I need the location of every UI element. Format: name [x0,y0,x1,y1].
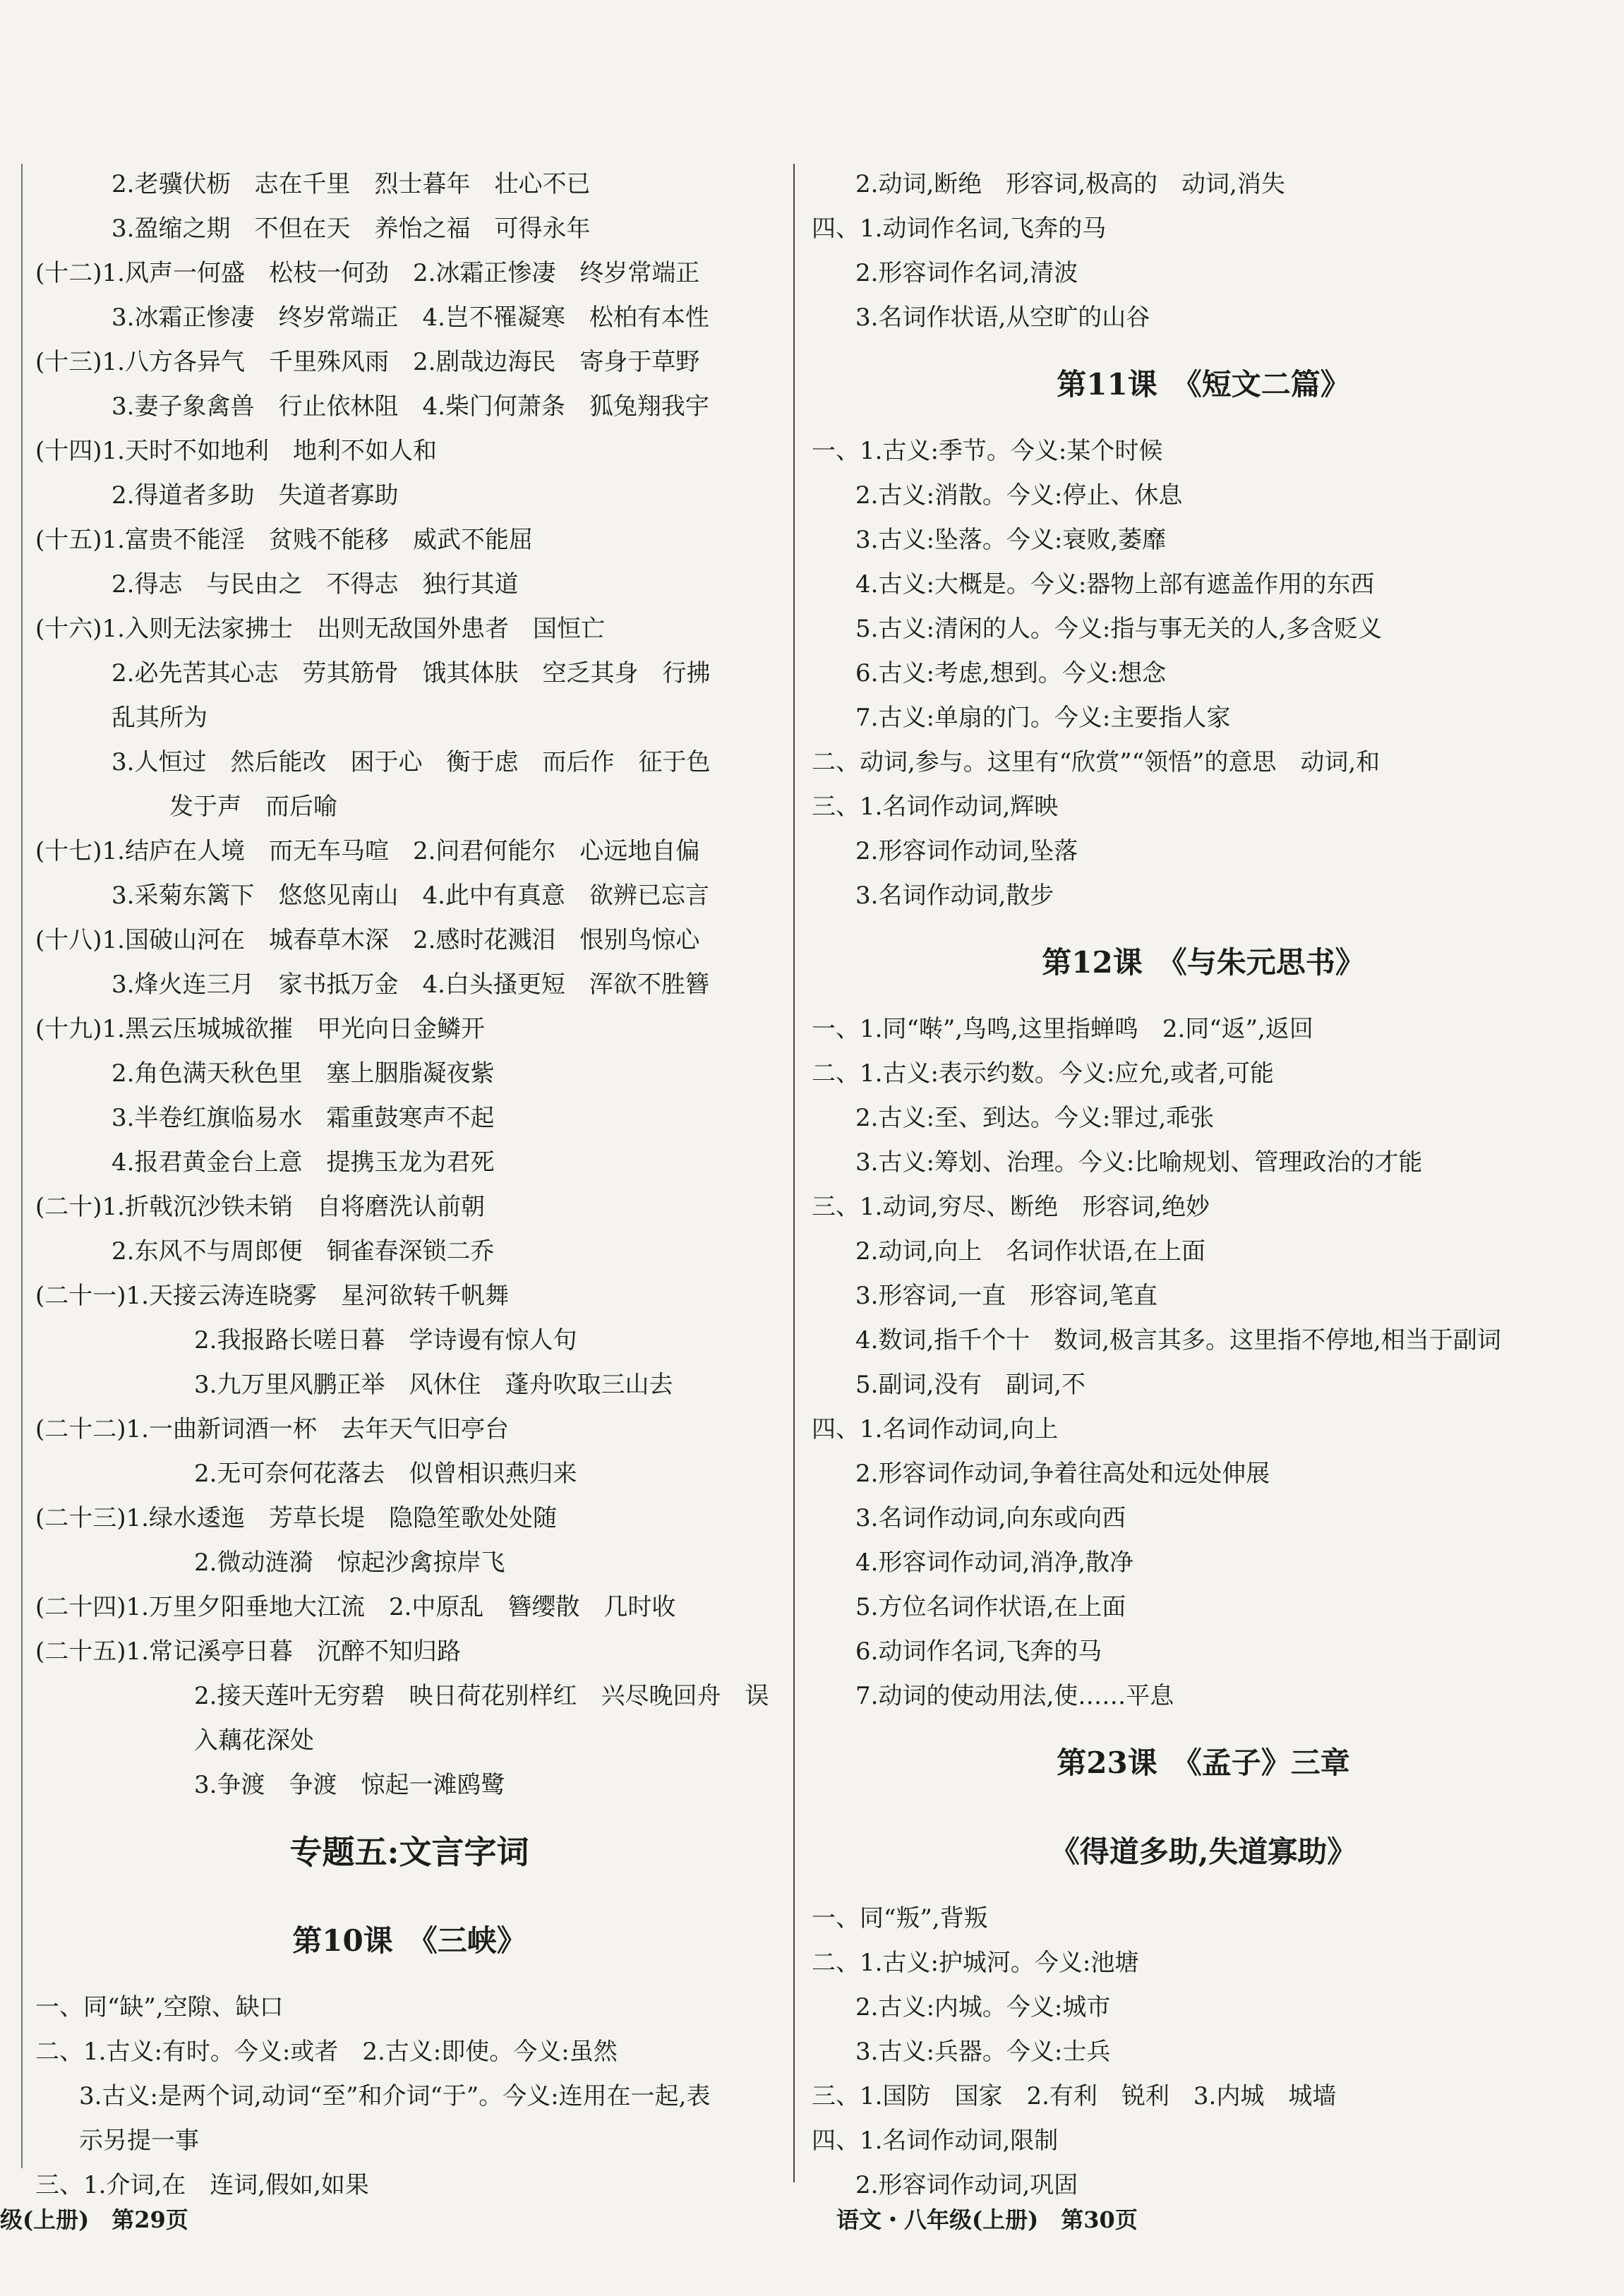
answer-line: 7.动词的使动用法,使……平息 [855,1682,1174,1710]
answer-line: 5.方位名词作状语,在上面 [855,1593,1126,1621]
right-column [812,162,1595,2208]
answer-line: 3.采菊东篱下 悠悠见南山 4.此中有真意 欲辨已忘言 [112,882,709,910]
left-edge-rule [21,164,23,2168]
answer-line: 3.名词作动词,向东或向西 [855,1504,1126,1532]
answer-line: 2.微动涟漪 惊起沙禽掠岸飞 [194,1549,505,1577]
answer-line: 三、1.动词,穷尽、断绝 形容词,绝妙 [812,1193,1210,1221]
answer-line: (二十三)1.绿水逶迤 芳草长堤 隐隐笙歌处处随 [35,1504,557,1532]
answer-line: 2.古义:内城。今义:城市 [855,1993,1111,2021]
answer-line: 2.古义:消散。今义:停止、休息 [855,481,1183,510]
section-heading: 第10课 《三峡》 [292,1923,527,1958]
answer-line: 一、同“叛”,背叛 [812,1904,988,1933]
answer-line: 3.名词作状语,从空旷的山谷 [855,303,1150,332]
answer-line: (二十)1.折戟沉沙铁未销 自将磨洗认前朝 [35,1193,485,1221]
answer-line: 3.九万里风鹏正举 风休住 蓬舟吹取三山去 [194,1371,673,1399]
section-heading: 第23课 《孟子》三章 [1057,1745,1350,1780]
answer-line: 3.半卷红旗临易水 霜重鼓寒声不起 [112,1104,495,1132]
column-divider [793,164,795,2182]
answer-line: 4.报君黄金台上意 提携玉龙为君死 [112,1148,495,1177]
answer-line: 四、1.名词作动词,向上 [812,1415,1059,1443]
answer-line: (十七)1.结庐在人境 而无车马喧 2.问君何能尔 心远地自偏 [35,837,700,865]
answer-line: 2.形容词作名词,清波 [855,259,1078,287]
answer-line: 2.形容词作动词,坠落 [855,837,1078,865]
section-heading: 第11课 《短文二篇》 [1057,367,1350,402]
answer-line: (十六)1.入则无法家拂士 出则无敌国外患者 国恒亡 [35,615,605,643]
answer-line: (十三)1.八方各异气 千里殊风雨 2.剧哉边海民 寄身于草野 [35,348,700,376]
answer-line: 2.得志 与民由之 不得志 独行其道 [112,570,519,599]
answer-line: 3.烽火连三月 家书抵万金 4.白头搔更短 浑欲不胜簪 [112,970,709,999]
answer-line: 2.形容词作动词,巩固 [855,2171,1078,2199]
answer-line: 2.形容词作动词,争着往高处和远处伸展 [855,1460,1270,1488]
answer-line: (十四)1.天时不如地利 地利不如人和 [35,437,437,465]
answer-line: 2.我报路长嗟日暮 学诗谩有惊人句 [194,1326,577,1354]
answer-line: 示另提一事 [79,2127,199,2155]
answer-line: 4.古义:大概是。今义:器物上部有遮盖作用的东西 [855,570,1375,599]
answer-line: (二十四)1.万里夕阳垂地大江流 2.中原乱 簪缨散 几时收 [35,1593,676,1621]
section-heading: 《得道多助,失道寡助》 [1049,1834,1357,1869]
answer-line: 2.必先苦其心志 劳其筋骨 饿其体肤 空乏其身 行拂 [112,659,711,687]
answer-line: 3.古义:兵器。今义:士兵 [855,2038,1111,2066]
answer-line: 3.古义:筹划、治理。今义:比喻规划、管理政治的才能 [855,1148,1423,1177]
answer-line: (十八)1.国破山河在 城春草木深 2.感时花溅泪 恨别鸟惊心 [35,926,700,954]
answer-line: 3.盈缩之期 不但在天 养怡之福 可得永年 [112,215,591,243]
answer-line: 3.名词作动词,散步 [855,882,1054,910]
answer-line: 2.接天莲叶无穷碧 映日荷花别样红 兴尽晚回舟 误 [194,1682,769,1710]
answer-line: 3.人恒过 然后能改 困于心 衡于虑 而后作 征于色 [112,748,711,776]
section-heading: 专题五:文言字词 [289,1833,529,1871]
answer-line: 2.老骥伏枥 志在千里 烈士暮年 壮心不已 [112,170,591,198]
left-column [35,162,783,2208]
answer-line: 3.冰霜正惨凄 终岁常端正 4.岂不罹凝寒 松柏有本性 [112,303,709,332]
answer-line: 7.古义:单扇的门。今义:主要指人家 [855,704,1231,732]
answer-line: (二十二)1.一曲新词酒一杯 去年天气旧亭台 [35,1415,509,1443]
answer-line: 乱其所为 [112,704,207,732]
answer-line: (二十五)1.常记溪亭日暮 沉醉不知归路 [35,1637,461,1666]
footer-left-page-number: 级(上册) 第29页 [0,2206,188,2233]
answer-line: 6.古义:考虑,想到。今义:想念 [855,659,1167,687]
answer-line: 2.无可奈何花落去 似曾相识燕归来 [194,1460,577,1488]
answer-line: (十五)1.富贵不能淫 贫贱不能移 威武不能屈 [35,526,533,554]
answer-line: 入藕花深处 [194,1726,314,1755]
answer-line: 一、同“缺”,空隙、缺口 [35,1993,284,2021]
answer-line: 3.形容词,一直 形容词,笔直 [855,1282,1158,1310]
answer-line: 一、1.同“啭”,鸟鸣,这里指蝉鸣 2.同“返”,返回 [812,1015,1313,1043]
answer-line: 二、1.古义:护城河。今义:池塘 [812,1949,1139,1977]
answer-line: (十九)1.黑云压城城欲摧 甲光向日金鳞开 [35,1015,485,1043]
answer-line: 3.古义:是两个词,动词“至”和介词“于”。今义:连用在一起,表 [79,2082,711,2110]
answer-line: 二、1.古义:有时。今义:或者 2.古义:即使。今义:虽然 [35,2038,618,2066]
answer-line: 5.副词,没有 副词,不 [855,1371,1086,1399]
answer-line: 发于声 而后喻 [169,793,337,821]
answer-line: 四、1.名词作动词,限制 [812,2127,1059,2155]
answer-line: 2.古义:至、到达。今义:罪过,乖张 [855,1104,1215,1132]
answer-line: 四、1.动词作名词,飞奔的马 [812,215,1107,243]
answer-line: 4.数词,指千个十 数词,极言其多。这里指不停地,相当于副词 [855,1326,1501,1354]
answer-line: 2.动词,向上 名词作状语,在上面 [855,1237,1206,1266]
answer-line: (十二)1.风声一何盛 松枝一何劲 2.冰霜正惨凄 终岁常端正 [35,259,700,287]
answer-line: 2.动词,断绝 形容词,极高的 动词,消失 [855,170,1285,198]
section-heading: 第12课 《与朱元思书》 [1042,945,1365,980]
answer-line: 2.东风不与周郎便 铜雀春深锁二乔 [112,1237,495,1266]
answer-line: 5.古义:清闲的人。今义:指与事无关的人,多含贬义 [855,615,1383,643]
answer-line: 6.动词作名词,飞奔的马 [855,1637,1102,1666]
footer-right-page-number: 语文・八年级(上册) 第30页 [836,2206,1138,2233]
answer-line: 三、1.名词作动词,辉映 [812,793,1059,821]
answer-line: (二十一)1.天接云涛连晓雾 星河欲转千帆舞 [35,1282,509,1310]
answer-line: 二、动词,参与。这里有“欣赏”“领悟”的意思 动词,和 [812,748,1381,776]
answer-line: 2.角色满天秋色里 塞上胭脂凝夜紫 [112,1059,495,1088]
answer-line: 3.古义:坠落。今义:衰败,萎靡 [855,526,1167,554]
answer-line: 2.得道者多助 失道者寡助 [112,481,399,510]
answer-line: 三、1.介词,在 连词,假如,如果 [35,2171,369,2199]
answer-line: 一、1.古义:季节。今义:某个时候 [812,437,1163,465]
answer-line: 三、1.国防 国家 2.有利 锐利 3.内城 城墙 [812,2082,1337,2110]
answer-line: 3.妻子象禽兽 行止依林阻 4.柴门何萧条 狐兔翔我宇 [112,392,709,421]
answer-line: 4.形容词作动词,消净,散净 [855,1549,1134,1577]
answer-line: 二、1.古义:表示约数。今义:应允,或者,可能 [812,1059,1274,1088]
answer-line: 3.争渡 争渡 惊起一滩鸥鹭 [194,1771,505,1799]
